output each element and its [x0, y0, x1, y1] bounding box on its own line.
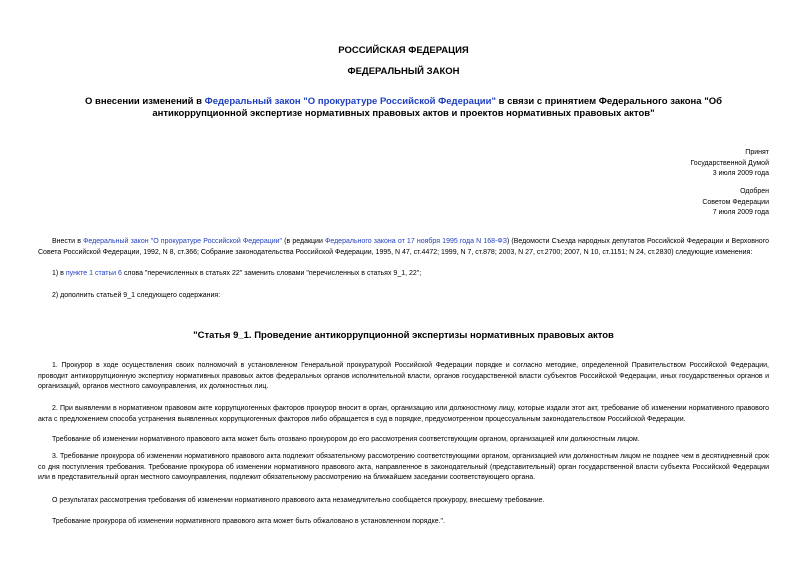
intro-text-3: ) (Ведомости Съезда народных депутатов Российской Федерации и Верховного Совета Российской Федерации, 1992, N 8, ст.366; Собрание законодательства Российской Федерации, 1995, N 47, ст.4472; 1999, N 7, ст.878; 2003, N 27, ст.2700; 2007, N 10, ст.1151; N 24, ст.2830) следующие изменения: — [38, 238, 769, 256]
law-title-link[interactable]: Федеральный закон "О прокуратуре Российской Федерации" — [204, 96, 496, 107]
amendment-law-link[interactable]: Федерального закона от 17 ноября 1995 года N 168-ФЗ — [325, 238, 507, 245]
intro-text-1: Внести в — [52, 238, 84, 245]
law-title-suffix: в связи с принятием Федерального закона "Об антикоррупционной экспертизе нормативных правовых актов и проектов нормативных правовых актов" — [152, 96, 722, 119]
article-paragraph-4: 3. Требование прокурора об изменении нормативного правового акта подлежит обязательному рассмотрению соответствующими органом, организацией или должностным лицом не позднее чем в десятидневный срок со дня поступления требования. Требование прокурора об изменении нормативного правового акта, направленное в законодательный (представительный) орган государственной власти субъекта Российской Федерации или в представительный орган местного самоуправления, подлежит обязательному рассмотрению на ближайшем заседании соответствующего органа. — [38, 453, 769, 481]
approval-body: Советом Федерации — [702, 198, 769, 206]
amendment-item-2: 2) дополнить статьей 9_1 следующего содержания: — [52, 292, 221, 299]
approval-date: 7 июля 2009 года — [712, 209, 769, 216]
adoption-block — [690, 148, 769, 180]
law-type-heading: ФЕДЕРАЛЬНЫЙ ЗАКОН — [347, 66, 460, 77]
article-6-link[interactable]: пункте 1 статьи 6 — [65, 270, 122, 277]
law-title — [40, 96, 767, 120]
article-paragraph-5: О результатах рассмотрения требования об изменении нормативного правового акта незамедлительно сообщается прокурору, внесшему требование. — [52, 497, 545, 504]
approval-line: Одобрен — [740, 188, 769, 195]
law-link[interactable]: Федеральный закон "О прокуратуре Российской Федерации" — [83, 238, 283, 245]
law-title-prefix: О внесении изменений в — [85, 96, 205, 107]
article-paragraph-6: Требование прокурора об изменении нормативного правового акта может быть обжаловано в установленном порядке.". — [52, 518, 445, 525]
intro-paragraph — [38, 237, 769, 258]
adoption-date: 3 июля 2009 года — [712, 170, 769, 177]
item1-text-1: 1) в — [52, 270, 66, 277]
article-paragraph-2: 2. При выявлении в нормативном правовом акте коррупциогенных факторов прокурор вносит в орган, организацию или должностному лицу, которые издали этот акт, требование об изменении нормативного правового акта с предложением способа устранения выявленных коррупциогенных факторов либо обращается в суд в порядке, предусмотренном процессуальным законодательством Российской Федерации. — [38, 405, 769, 423]
article-title: "Статья 9_1. Проведение антикоррупционной экспертизы нормативных правовых актов — [193, 330, 614, 341]
adoption-body: Государственной Думой — [690, 159, 769, 167]
item1-text-2: слова "перечисленных в статьях 22" заменить словами "перечисленных в статьях 9_1, 22"; — [121, 270, 422, 277]
amendment-item-1 — [38, 269, 769, 280]
article-paragraph-3: Требование об изменении нормативного правового акта может быть отозвано прокурором до его рассмотрения соответствующим органом, организацией или должностным лицом. — [52, 436, 640, 443]
country-heading: РОССИЙСКАЯ ФЕДЕРАЦИЯ — [338, 45, 469, 56]
approval-block — [702, 187, 769, 219]
adoption-line: Принят — [745, 149, 769, 156]
article-paragraph-1: 1. Прокурор в ходе осуществления своих полномочий в установленном Генеральной прокуратурой Российской Федерации порядке и согласно методике, определенной Правительством Российской Федерации, проводит антикоррупционную экспертизу нормативных правовых актов федеральных органов исполнительной власти, органов государственной власти субъектов Российской Федерации, иных государственных органов и организаций, органов местного самоуправления, их должностных лиц. — [38, 362, 769, 390]
intro-text-2: (в редакции — [282, 238, 326, 245]
